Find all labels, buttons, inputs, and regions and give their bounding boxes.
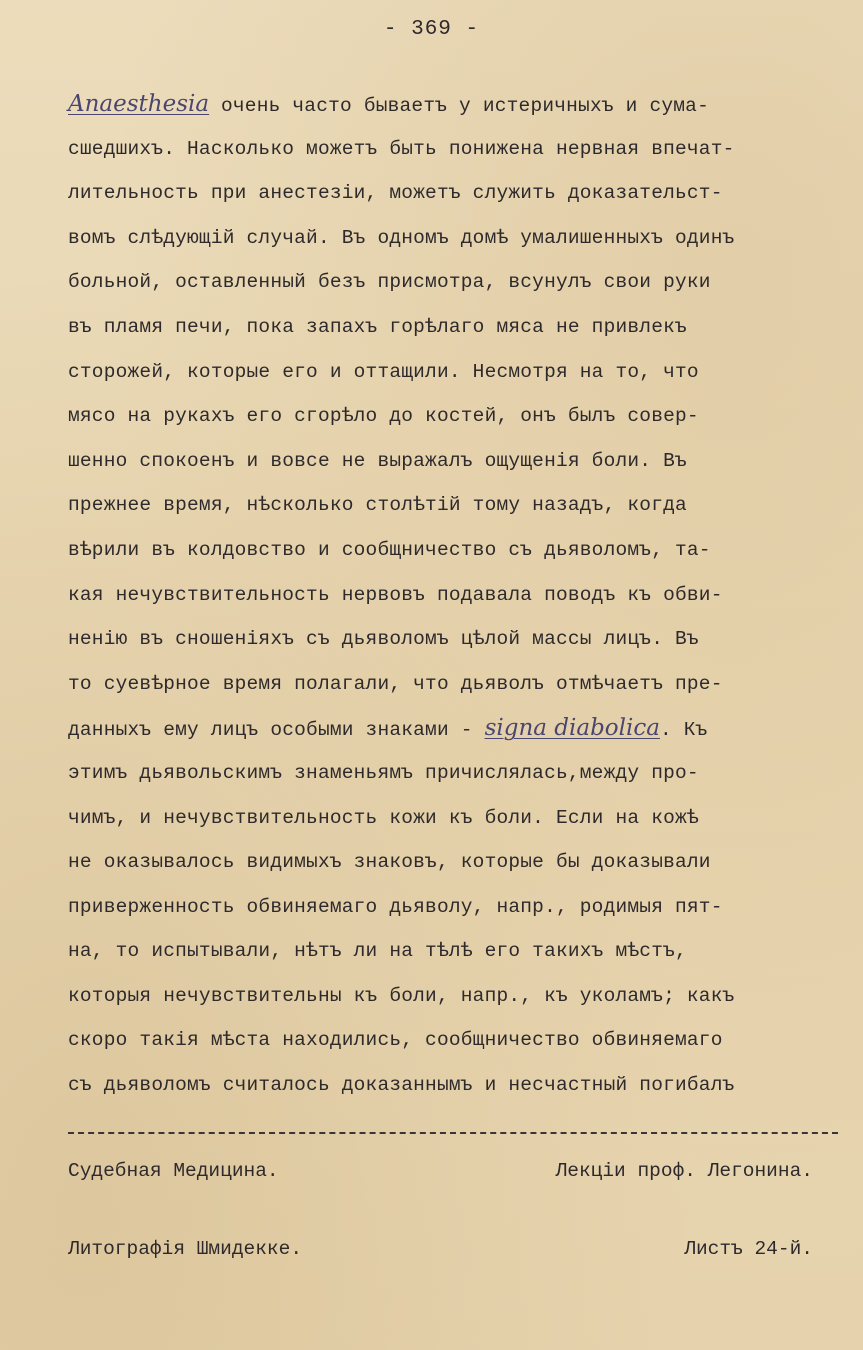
page-number: - 369 - xyxy=(383,18,480,41)
text-line xyxy=(68,844,848,889)
separator-line xyxy=(68,1132,838,1134)
text-line xyxy=(68,487,848,532)
footer-row-1 xyxy=(68,1157,813,1185)
footer-course-title: Судебная Медицина. xyxy=(68,1160,279,1182)
typed-text: сторожей, которые его и оттащили. Несмотря на то, что xyxy=(68,360,699,383)
typed-text: мясо на рукахъ его сгорѣло до костей, онъ былъ совер- xyxy=(68,405,699,428)
typed-text: шенно спокоенъ и вовсе не выражалъ ощущенія боли. Въ xyxy=(68,449,687,472)
typed-text: сшедшихъ. Насколько можетъ быть понижена нервная впечат- xyxy=(68,137,735,160)
typed-text: данныхъ ему лицъ особыми знаками - xyxy=(68,719,485,742)
typed-text: прежнее время, нѣсколько столѣтій тому назадъ, когда xyxy=(68,494,687,517)
text-line xyxy=(68,621,848,666)
typed-text: скоро такія мѣста находились, сообщничество обвиняемаго xyxy=(68,1029,723,1052)
text-line xyxy=(68,354,848,399)
text-line xyxy=(68,577,848,622)
text-line xyxy=(68,978,848,1023)
typed-text: не оказывалось видимыхъ знаковъ, которые бы доказывали xyxy=(68,851,711,874)
typed-text: этимъ дьявольскимъ знаменьямъ причислялась,между про- xyxy=(68,761,699,784)
text-line xyxy=(68,220,848,265)
text-line xyxy=(68,1022,848,1067)
text-line xyxy=(68,755,848,800)
footer-lecturer: Лекціи проф. Легонина. xyxy=(555,1160,813,1182)
footer-printer: Литографія Шмидекке. xyxy=(68,1238,303,1260)
text-line xyxy=(68,398,848,443)
typed-text: съ дьяволомъ считалось доказаннымъ и несчастный погибалъ xyxy=(68,1074,735,1097)
text-line xyxy=(68,264,848,309)
text-line xyxy=(68,309,848,354)
footer-row-2 xyxy=(68,1235,813,1263)
typed-text: чимъ, и нечувствительность кожи къ боли. Если на кожѣ xyxy=(68,806,699,829)
footer-sheet-number: Листъ 24-й. xyxy=(684,1238,813,1260)
typed-text: вомъ слѣдующій случай. Въ одномъ домѣ умалишенныхъ одинъ xyxy=(68,226,735,249)
typed-text: въ пламя печи, пока запахъ горѣлаго мяса не привлекъ xyxy=(68,315,687,338)
body-text xyxy=(68,86,848,1112)
typed-text: . Къ xyxy=(659,719,708,742)
text-line xyxy=(68,532,848,577)
typed-text: на, то испытывали, нѣтъ ли на тѣлѣ его такихъ мѣстъ, xyxy=(68,940,687,963)
typed-text: то суевѣрное время полагали, что дьяволъ отмѣчаетъ пре- xyxy=(68,672,723,695)
typed-text: ненію въ сношеніяхъ съ дьяволомъ цѣлой массы лицъ. Въ xyxy=(68,628,699,651)
typed-text: кая нечувствительность нервовъ подавала поводъ къ обви- xyxy=(68,583,723,606)
text-line xyxy=(68,175,848,220)
typed-text: которыя нечувствительны къ боли, напр., къ уколамъ; какъ xyxy=(68,984,735,1007)
handwritten-insert: Anaesthesia xyxy=(68,91,210,117)
typed-text: лительность при анестезіи, можетъ служить доказательст- xyxy=(68,182,723,205)
typed-text: приверженность обвиняемаго дьяволу, напр., родимыя пят- xyxy=(68,895,723,918)
text-line xyxy=(68,131,848,176)
text-line xyxy=(68,666,848,711)
typed-text: вѣрили въ колдовство и сообщничество съ дьяволомъ, та- xyxy=(68,538,711,561)
text-line xyxy=(68,443,848,488)
typed-text: очень часто бываетъ у истеричныхъ и сума- xyxy=(209,95,709,117)
handwritten-insert: signa diabolica xyxy=(484,715,660,742)
text-line xyxy=(68,86,848,131)
text-line xyxy=(68,889,848,934)
typed-text: больной, оставленный безъ присмотра, всунулъ свои руки xyxy=(68,271,711,294)
text-line xyxy=(68,800,848,845)
text-line xyxy=(68,1067,848,1112)
text-line xyxy=(68,933,848,978)
text-line xyxy=(68,710,848,755)
